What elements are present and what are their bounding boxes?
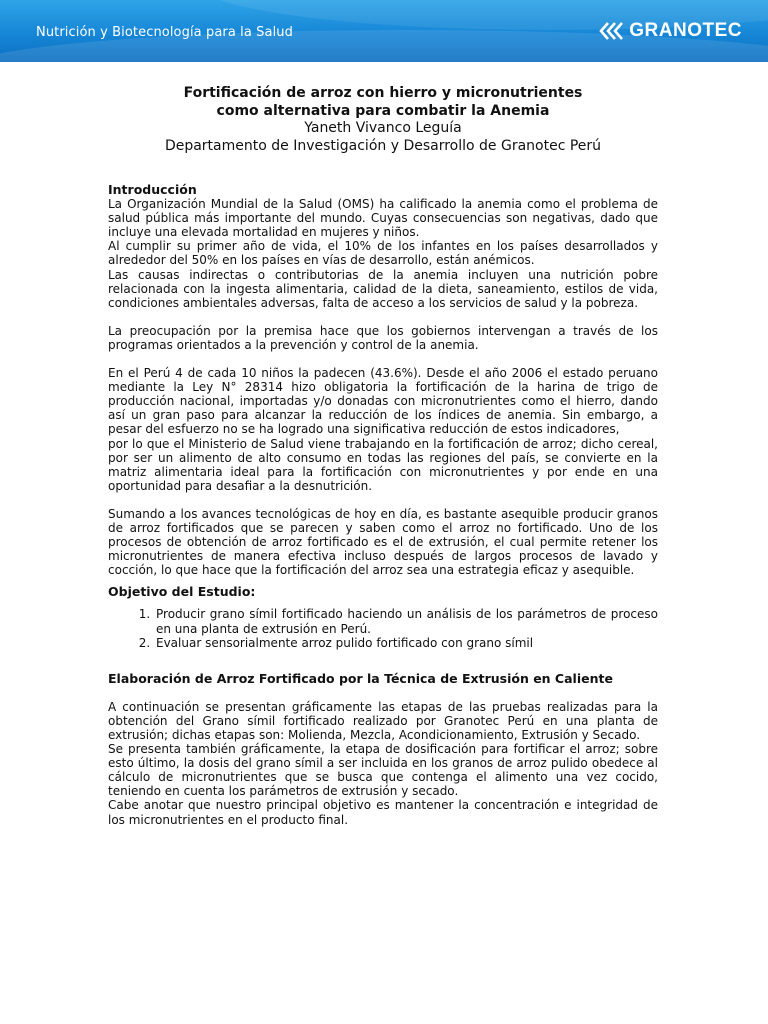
elaboration-heading: Elaboración de Arroz Fortificado por la Técnica de Extrusión en Caliente	[108, 670, 613, 686]
intro-paragraph-7: Sumando a los avances tecnológicas de hoy en día, es bastante asequible producir granos de arroz fortificados que se parecen y saben como el arroz no fortificado. Uno de los procesos de obtención de arroz fortificado es el de extrusión, el cual permite retener los micronutrientes de manera efectiva incluso después de largos procesos de lavado y cocción, lo que hace que la fortificación del arroz sea una estrategia eficaz y asequible.	[108, 506, 658, 578]
title-block	[108, 84, 658, 155]
intro-paragraph-4: La preocupación por la premisa hace que los gobiernos intervengan a través de los programas orientados a la prevención y control de la anemia.	[108, 323, 658, 352]
intro-paragraph-1: La Organización Mundial de la Salud (OMS) ha calificado la anemia como el problema de salud pública más importante del mundo. Cuyas consecuencias son negativas, dado que incluye una elevada mortalidad en mujeres y niños.	[108, 197, 658, 240]
objective-heading: Objetivo del Estudio:	[108, 584, 256, 600]
elaboration-paragraph-3: Cabe anotar que nuestro principal objetivo es mantener la concentración e integridad de los micronutrientes en el producto final.	[108, 798, 658, 827]
chevrons-icon	[599, 22, 625, 40]
title-line-2: como alternativa para combatir la Anemia	[216, 103, 550, 119]
intro-paragraph-3: Las causas indirectas o contributorias de la anemia incluyen una nutrición pobre relacionada con la ingesta alimentaria, calidad de la dieta, saneamiento, estilos de vida, condiciones ambientales adversas, falta de acceso a los servicios de salud y la pobreza.	[108, 267, 658, 310]
document-body	[108, 84, 658, 827]
list-item: 2. Evaluar sensorialmente arroz pulido fortificado con grano símil	[154, 636, 658, 650]
elaboration-paragraph-2: Se presenta también gráficamente, la etapa de dosificación para fortificar el arroz; sobre esto último, la dosis del grano símil a ser incluida en los granos de arroz pulido obedece al cálculo de micronutrientes que se busca que contenga el alimento una vez cocido, teniendo en cuenta los parámetros de extrusión y secado.	[108, 742, 658, 799]
logo-text: GRANOTEC	[629, 20, 742, 41]
author: Yaneth Vivanco Leguía	[304, 120, 462, 136]
title-line-1: Fortificación de arroz con hierro y micronutrientes	[183, 85, 583, 101]
intro-paragraph-5: En el Perú 4 de cada 10 niños la padecen (43.6%). Desde el año 2006 el estado peruano mediante la Ley N° 28314 hizo obligatoria la fortificación de la harina de trigo de producción nacional, importadas y/o donadas con micronutrientes como el hierro, dando así un gran paso para alcanzar la reducción de los índices de anemia. Sin embargo, a pesar del esfuerzo no se ha logrado una significativa reducción de estos indicadores,	[108, 366, 658, 437]
header-tagline: Nutrición y Biotecnología para la Salud	[36, 25, 293, 40]
list-item: 1. Producir grano símil fortificado haciendo un análisis de los parámetros de proceso en una planta de extrusión en Perú.	[154, 607, 658, 635]
department: Departamento de Investigación y Desarrollo de Granotec Perú	[164, 137, 602, 154]
intro-heading: Introducción	[108, 182, 197, 197]
granotec-logo	[599, 20, 742, 42]
intro-paragraph-6: por lo que el Ministerio de Salud viene trabajando en la fortificación de arroz; dicho cereal, por ser un alimento de alto consumo en todas las regiones del país, se convierte en la matriz alimentaria ideal para la fortificación con micronutrientes y por ende en una oportunidad para desafiar a la desnutrición.	[108, 436, 658, 493]
elaboration-paragraph-1: A continuación se presentan gráficamente las etapas de las pruebas realizadas para la obtención del Grano símil fortificado realizado por Granotec Perú en una planta de extrusión; dichas etapas son: Molienda, Mezcla, Acondicionamiento, Extrusión y Secado.	[108, 699, 658, 742]
intro-paragraph-2: Al cumplir su primer año de vida, el 10% de los infantes en los países desarrollados y alrededor del 50% en los países en vías de desarrollo, están anémicos.	[108, 239, 658, 268]
page-header	[0, 0, 768, 62]
objective-list	[108, 607, 658, 649]
